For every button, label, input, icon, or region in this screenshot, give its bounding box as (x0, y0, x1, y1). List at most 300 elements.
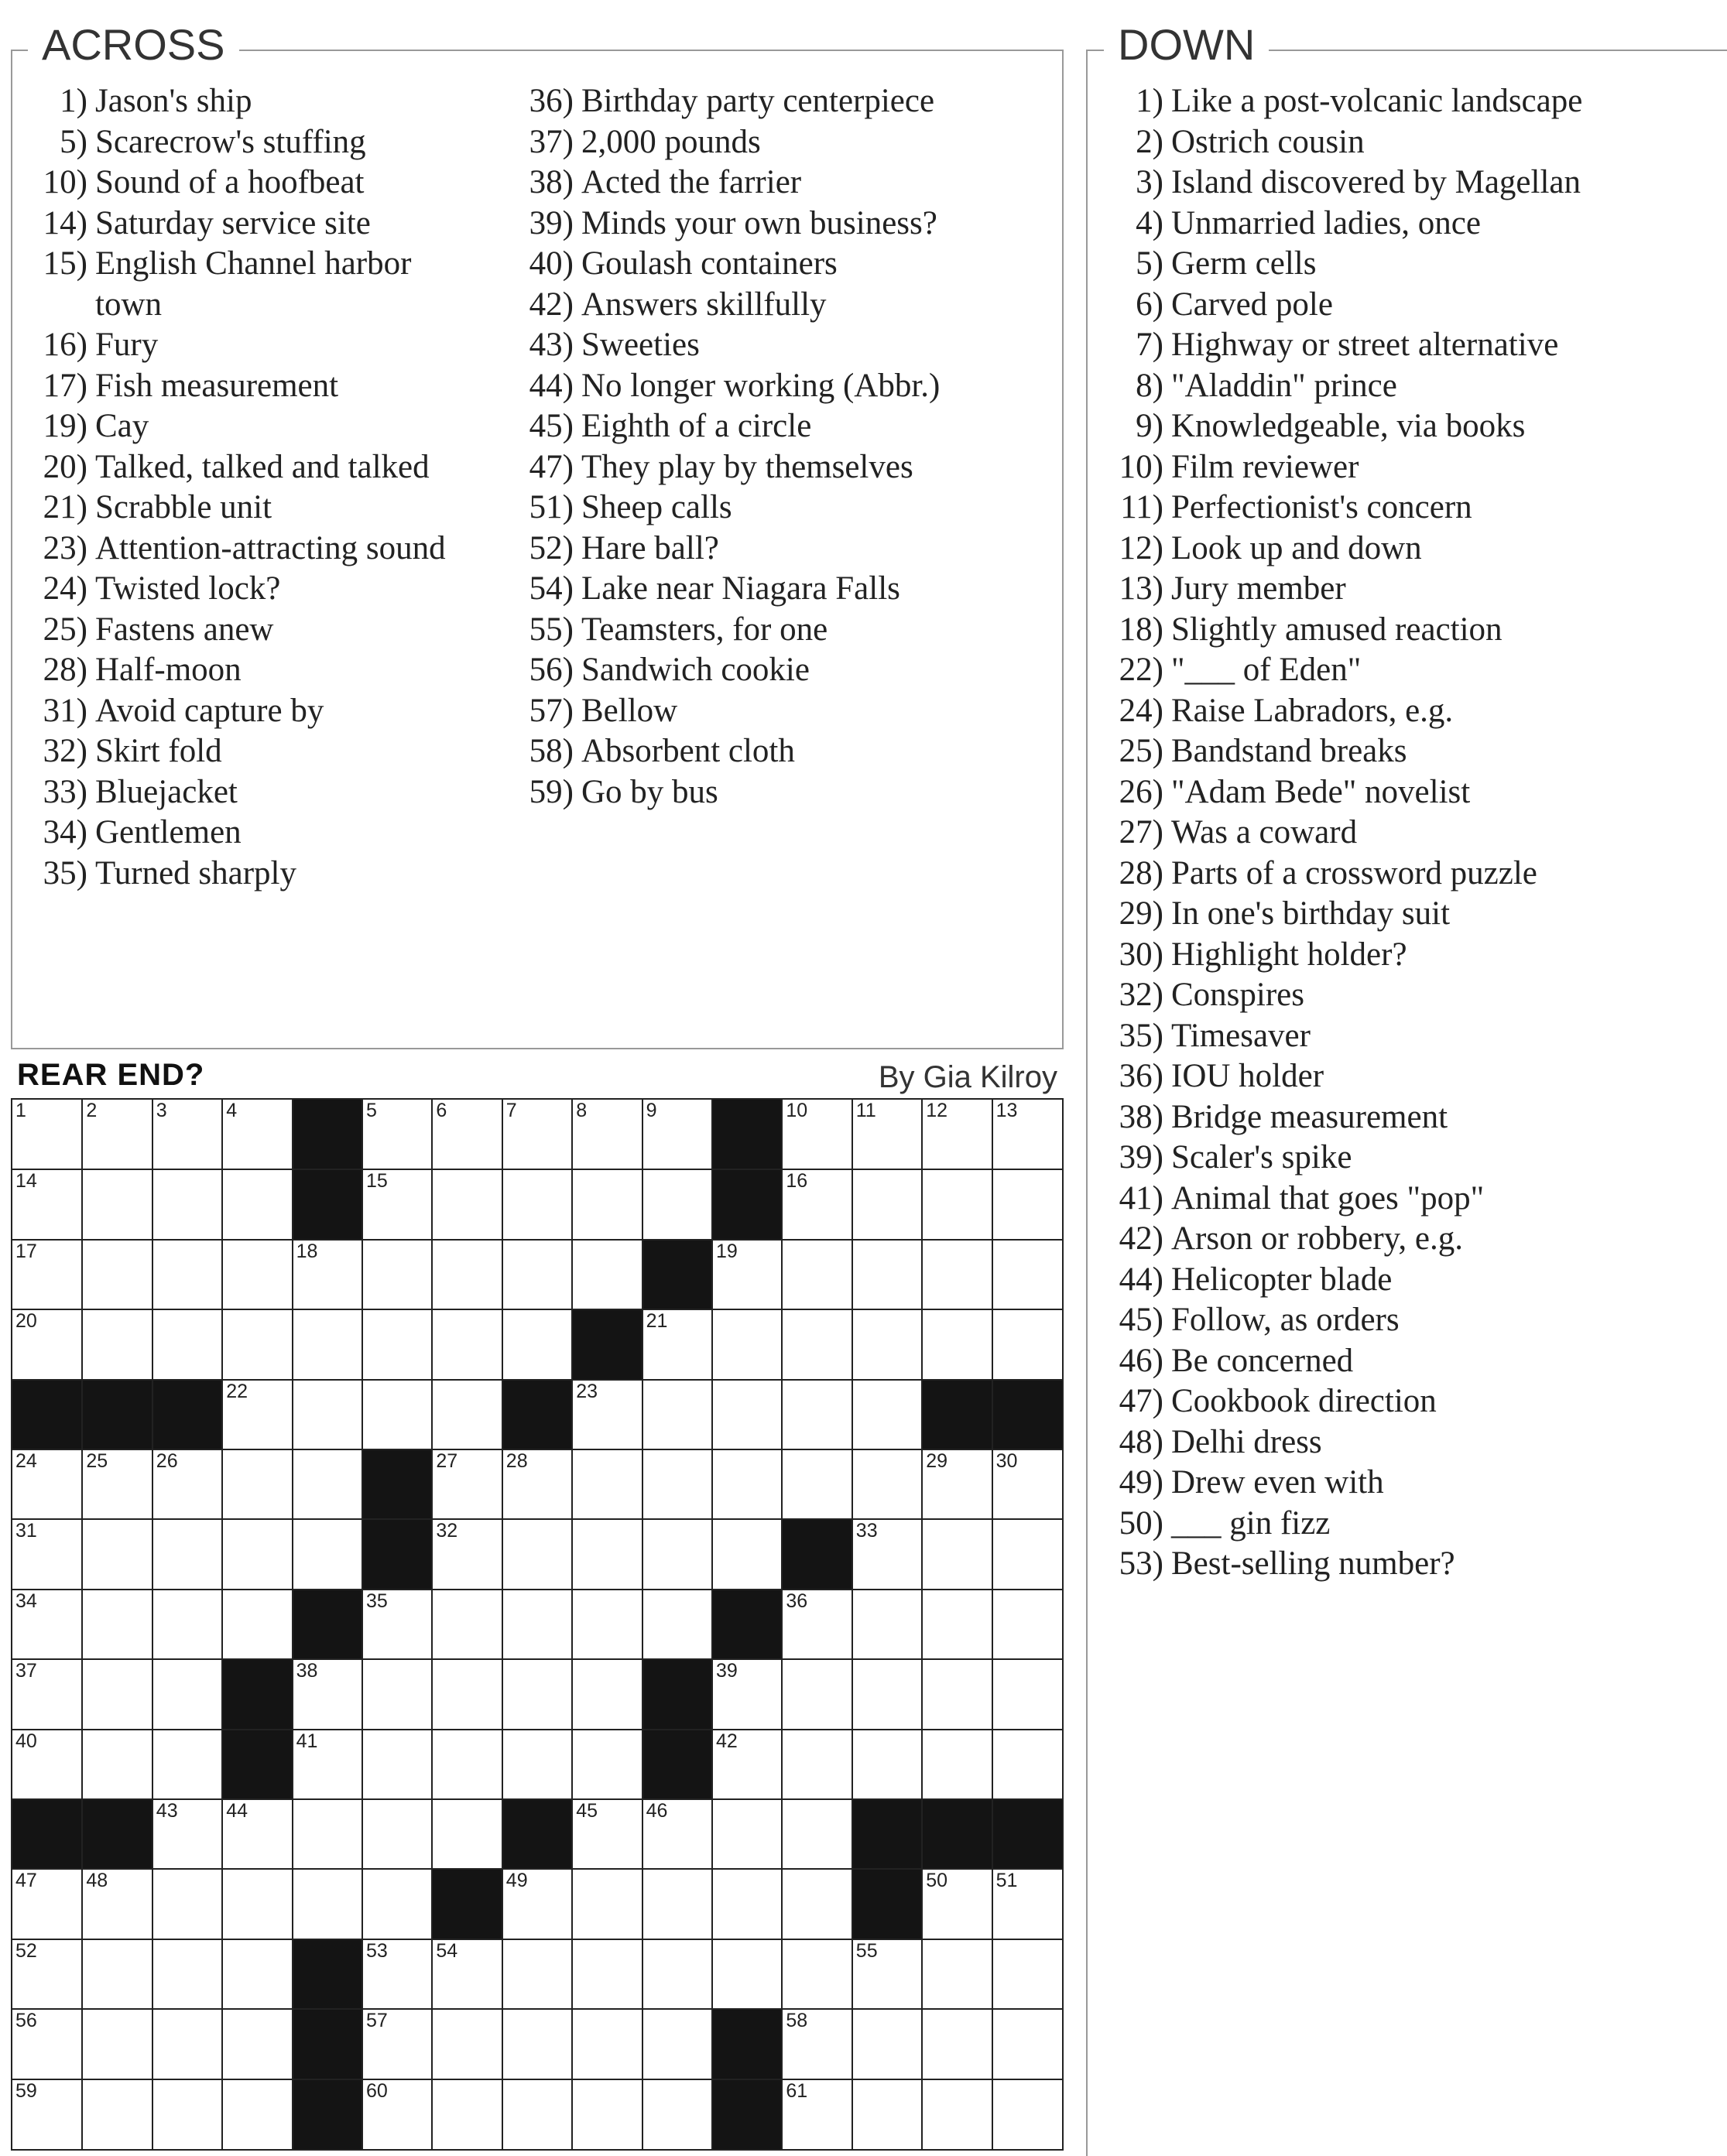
clue-number: 21) (43, 489, 87, 525)
grid-cell[interactable] (153, 1450, 221, 1518)
grid-cell[interactable] (853, 1660, 921, 1728)
grid-cell[interactable] (153, 1100, 221, 1169)
grid-cell[interactable] (643, 1520, 711, 1588)
clue-number: 3) (1136, 164, 1163, 200)
grid-cell[interactable] (573, 1520, 641, 1588)
grid-cell[interactable] (12, 1870, 81, 1938)
clue-number: 1) (1136, 83, 1163, 119)
grid-cell[interactable] (923, 1590, 991, 1658)
grid-cell[interactable] (503, 1450, 571, 1518)
grid-cell[interactable] (643, 1870, 711, 1938)
grid-cell[interactable] (83, 1940, 151, 2008)
clue-number: 51) (529, 489, 574, 525)
grid-cell[interactable] (853, 2080, 921, 2149)
grid-cell[interactable] (573, 1100, 641, 1169)
grid-cell[interactable] (923, 1870, 991, 1938)
grid-cell[interactable] (363, 1730, 431, 1798)
grid-cell[interactable] (433, 1100, 501, 1169)
grid-cell[interactable] (223, 1870, 291, 1938)
grid-cell[interactable] (12, 2010, 81, 2078)
grid-cell[interactable] (503, 1660, 571, 1728)
grid-cell[interactable] (83, 1870, 151, 1938)
grid-cell[interactable] (503, 1870, 571, 1938)
grid-cell[interactable] (293, 1870, 362, 1938)
clue-number: 42) (529, 286, 574, 323)
grid-cell[interactable] (713, 1241, 781, 1309)
grid-cell[interactable] (12, 1730, 81, 1798)
grid-cell[interactable] (223, 1590, 291, 1658)
clue-text: Half-moon (95, 652, 242, 688)
grid-cell[interactable] (923, 2080, 991, 2149)
grid-cell[interactable] (503, 2080, 571, 2149)
grid-cell[interactable] (923, 1730, 991, 1798)
grid-black-square (153, 1381, 221, 1449)
clue-item (517, 569, 940, 610)
grid-cell[interactable] (223, 1450, 291, 1518)
cell-number: 22 (226, 1380, 248, 1402)
grid-cell[interactable] (643, 1170, 711, 1238)
grid-cell[interactable] (293, 1381, 362, 1449)
grid-cell[interactable] (153, 1870, 221, 1938)
grid-cell[interactable] (12, 2080, 81, 2149)
cell-number: 37 (15, 1660, 37, 1682)
grid-cell[interactable] (12, 1100, 81, 1169)
grid-cell[interactable] (12, 1450, 81, 1518)
clue-item (31, 691, 446, 732)
cell-number: 5 (366, 1100, 377, 1121)
clue-number: 35) (43, 854, 87, 891)
grid-cell[interactable] (12, 1940, 81, 2008)
grid-cell[interactable] (783, 1241, 851, 1309)
grid-cell[interactable] (363, 1590, 431, 1658)
grid-cell[interactable] (153, 2080, 221, 2149)
grid-cell[interactable] (363, 2010, 431, 2078)
grid-cell[interactable] (433, 1520, 501, 1588)
grid-cell[interactable] (573, 1870, 641, 1938)
clue-number: 8) (1136, 367, 1163, 404)
clue-item (517, 650, 940, 691)
grid-cell[interactable] (363, 1170, 431, 1238)
clue-number: 52) (529, 529, 574, 566)
clue-text: English Channel harbor town (95, 245, 412, 323)
grid-black-square (223, 1730, 291, 1798)
grid-cell[interactable] (713, 1660, 781, 1728)
grid-cell[interactable] (293, 1310, 362, 1378)
grid-black-square (293, 2010, 362, 2078)
grid-black-square (713, 1590, 781, 1658)
grid-black-square (783, 1520, 851, 1588)
grid-cell[interactable] (503, 1100, 571, 1169)
grid-cell[interactable] (12, 1660, 81, 1728)
grid-cell[interactable] (153, 1170, 221, 1238)
clue-number: 49) (1119, 1464, 1163, 1501)
clue-text: Conspires (1171, 977, 1304, 1013)
clue-number: 9) (1136, 408, 1163, 444)
grid-cell[interactable] (573, 1170, 641, 1238)
clue-item (517, 366, 940, 407)
grid-cell[interactable] (83, 1590, 151, 1658)
grid-cell[interactable] (223, 1100, 291, 1169)
clue-number: 23) (43, 529, 87, 566)
grid-cell[interactable] (993, 1100, 1062, 1169)
clue-number: 28) (1119, 854, 1163, 891)
grid-cell[interactable] (223, 1800, 291, 1868)
grid-cell[interactable] (783, 1660, 851, 1728)
grid-cell[interactable] (293, 1450, 362, 1518)
grid-cell[interactable] (993, 1730, 1062, 1798)
grid-cell[interactable] (433, 1940, 501, 2008)
cell-number: 4 (226, 1100, 238, 1121)
grid-cell[interactable] (923, 1660, 991, 1728)
grid-cell[interactable] (783, 1100, 851, 1169)
grid-cell[interactable] (993, 1170, 1062, 1238)
grid-cell[interactable] (783, 1450, 851, 1518)
grid-cell[interactable] (573, 2010, 641, 2078)
grid-cell[interactable] (993, 1310, 1062, 1378)
cell-number: 16 (786, 1170, 808, 1193)
grid-cell[interactable] (923, 1170, 991, 1238)
grid-cell[interactable] (853, 1590, 921, 1658)
grid-cell[interactable] (783, 1870, 851, 1938)
grid-cell[interactable] (293, 1241, 362, 1309)
grid-cell[interactable] (223, 2010, 291, 2078)
clue-text: Perfectionist's concern (1171, 489, 1472, 525)
clue-number: 36) (529, 83, 574, 119)
grid-cell[interactable] (83, 1730, 151, 1798)
grid-cell[interactable] (923, 2010, 991, 2078)
grid-cell[interactable] (433, 1170, 501, 1238)
grid-cell[interactable] (643, 1450, 711, 1518)
cell-number: 59 (15, 2079, 37, 2102)
grid-cell[interactable] (783, 2080, 851, 2149)
grid-cell[interactable] (503, 1730, 571, 1798)
clue-number: 4) (1136, 204, 1163, 241)
grid-cell[interactable] (363, 1940, 431, 2008)
clue-text: Film reviewer (1171, 448, 1359, 485)
clue-number: 58) (529, 733, 574, 769)
grid-cell[interactable] (363, 1870, 431, 1938)
grid-cell[interactable] (433, 2080, 501, 2149)
cell-number: 43 (156, 1800, 178, 1822)
grid-cell[interactable] (153, 1800, 221, 1868)
grid-cell[interactable] (363, 1241, 431, 1309)
grid-cell[interactable] (993, 1590, 1062, 1658)
grid-cell[interactable] (713, 1800, 781, 1868)
clue-item (1107, 1422, 1582, 1463)
grid-cell[interactable] (713, 1450, 781, 1518)
across-heading: ACROSS (28, 23, 239, 67)
grid-cell[interactable] (713, 1730, 781, 1798)
clue-number: 30) (1119, 936, 1163, 973)
grid-cell[interactable] (853, 2010, 921, 2078)
clue-text: In one's birthday suit (1171, 895, 1451, 932)
clue-item (31, 650, 446, 691)
grid-cell[interactable] (573, 2080, 641, 2149)
grid-cell[interactable] (853, 1100, 921, 1169)
grid-cell[interactable] (783, 1381, 851, 1449)
grid-cell[interactable] (503, 1241, 571, 1309)
clue-item (1107, 163, 1582, 204)
grid-cell[interactable] (153, 1590, 221, 1658)
clue-number: 55) (529, 611, 574, 648)
grid-cell[interactable] (12, 1590, 81, 1658)
grid-black-square (12, 1800, 81, 1868)
clue-item (31, 163, 446, 204)
grid-cell[interactable] (573, 1450, 641, 1518)
grid-cell[interactable] (153, 1730, 221, 1798)
grid-cell[interactable] (853, 1310, 921, 1378)
cell-number: 31 (15, 1520, 37, 1542)
clue-text: Bridge measurement (1171, 1098, 1448, 1135)
grid-cell[interactable] (993, 1520, 1062, 1588)
cell-number: 13 (995, 1100, 1018, 1121)
grid-cell[interactable] (853, 1940, 921, 2008)
grid-cell[interactable] (433, 1310, 501, 1378)
clue-item (31, 81, 446, 122)
clue-item (1107, 1381, 1582, 1422)
grid-black-square (643, 1660, 711, 1728)
clue-item (31, 488, 446, 529)
grid-cell[interactable] (433, 1730, 501, 1798)
grid-cell[interactable] (223, 1940, 291, 2008)
grid-cell[interactable] (923, 1520, 991, 1588)
grid-cell[interactable] (783, 1730, 851, 1798)
grid-cell[interactable] (83, 1450, 151, 1518)
grid-cell[interactable] (223, 1170, 291, 1238)
grid-cell[interactable] (223, 1381, 291, 1449)
grid-cell[interactable] (643, 1310, 711, 1378)
grid-cell[interactable] (573, 1730, 641, 1798)
grid-cell[interactable] (83, 1241, 151, 1309)
grid-cell[interactable] (713, 1520, 781, 1588)
grid-cell[interactable] (363, 1310, 431, 1378)
grid-cell[interactable] (713, 1310, 781, 1378)
clue-item (517, 529, 940, 570)
grid-cell[interactable] (363, 1100, 431, 1169)
clue-item (517, 163, 940, 204)
grid-cell[interactable] (433, 1800, 501, 1868)
cell-number: 6 (436, 1100, 447, 1121)
grid-cell[interactable] (83, 1100, 151, 1169)
grid-cell[interactable] (223, 1310, 291, 1378)
grid-cell[interactable] (12, 1170, 81, 1238)
grid-cell[interactable] (503, 1310, 571, 1378)
grid-cell[interactable] (363, 1800, 431, 1868)
clue-number: 25) (1119, 733, 1163, 769)
clue-number: 10) (43, 164, 87, 200)
grid-black-square (643, 1730, 711, 1798)
grid-cell[interactable] (433, 1590, 501, 1658)
grid-cell[interactable] (643, 2010, 711, 2078)
grid-cell[interactable] (573, 1241, 641, 1309)
grid-cell[interactable] (643, 1100, 711, 1169)
clue-text: "Aladdin" prince (1171, 367, 1397, 404)
clue-number: 5) (1136, 245, 1163, 282)
cell-number: 32 (436, 1520, 458, 1542)
grid-cell[interactable] (853, 1450, 921, 1518)
grid-cell[interactable] (993, 1660, 1062, 1728)
grid-cell[interactable] (923, 1450, 991, 1518)
clue-text: Animal that goes "pop" (1171, 1179, 1485, 1217)
grid-cell[interactable] (573, 1940, 641, 2008)
grid-cell[interactable] (12, 1520, 81, 1588)
grid-cell[interactable] (153, 1940, 221, 2008)
grid-cell[interactable] (293, 1800, 362, 1868)
grid-cell[interactable] (783, 2010, 851, 2078)
grid-cell[interactable] (783, 1590, 851, 1658)
grid-cell[interactable] (153, 1660, 221, 1728)
grid-cell[interactable] (223, 2080, 291, 2149)
across-clues-column-2 (517, 81, 940, 813)
grid-cell[interactable] (783, 1310, 851, 1378)
cell-number: 17 (15, 1240, 37, 1262)
clue-item (1107, 1300, 1582, 1341)
grid-cell[interactable] (713, 1870, 781, 1938)
clue-text: Helicopter blade (1171, 1261, 1393, 1298)
clue-text: Carved pole (1171, 286, 1333, 323)
cell-number: 51 (995, 1870, 1018, 1892)
cell-number: 36 (786, 1590, 808, 1612)
clue-item (1107, 204, 1582, 245)
clue-item (1107, 691, 1582, 732)
grid-cell[interactable] (713, 1381, 781, 1449)
clue-text: "Adam Bede" novelist (1171, 773, 1471, 810)
grid-cell[interactable] (993, 1241, 1062, 1309)
grid-cell[interactable] (363, 2080, 431, 2149)
grid-cell[interactable] (573, 1660, 641, 1728)
clue-item (517, 81, 940, 122)
grid-cell[interactable] (853, 1730, 921, 1798)
grid-cell[interactable] (503, 1520, 571, 1588)
grid-cell[interactable] (713, 1940, 781, 2008)
grid-cell[interactable] (993, 1450, 1062, 1518)
grid-cell[interactable] (83, 1310, 151, 1378)
clue-number: 17) (43, 367, 87, 404)
grid-cell[interactable] (503, 2010, 571, 2078)
grid-cell[interactable] (573, 1590, 641, 1658)
grid-cell[interactable] (643, 1590, 711, 1658)
clue-item (31, 610, 446, 651)
grid-cell[interactable] (293, 1730, 362, 1798)
grid-black-square (573, 1310, 641, 1378)
clue-text: Scaler's spike (1171, 1139, 1352, 1176)
cell-number: 18 (296, 1240, 318, 1262)
grid-black-square (83, 1800, 151, 1868)
clue-text: Island discovered by Magellan (1171, 164, 1581, 200)
cell-number: 25 (86, 1450, 108, 1472)
grid-cell[interactable] (433, 1450, 501, 1518)
grid-cell[interactable] (363, 1381, 431, 1449)
grid-cell[interactable] (643, 1940, 711, 2008)
down-heading: DOWN (1104, 23, 1269, 67)
clue-item (1107, 1341, 1582, 1382)
grid-cell[interactable] (503, 1940, 571, 2008)
grid-cell[interactable] (153, 2010, 221, 2078)
grid-cell[interactable] (433, 1660, 501, 1728)
grid-cell[interactable] (923, 1940, 991, 2008)
grid-cell[interactable] (643, 1381, 711, 1449)
grid-cell[interactable] (12, 1241, 81, 1309)
grid-cell[interactable] (153, 1310, 221, 1378)
clue-text: Fury (95, 327, 159, 363)
clue-text: Follow, as orders (1171, 1302, 1400, 1338)
grid-cell[interactable] (783, 1170, 851, 1238)
grid-cell[interactable] (293, 1520, 362, 1588)
clue-number: 7) (1136, 327, 1163, 363)
grid-cell[interactable] (643, 2080, 711, 2149)
cell-number: 23 (576, 1380, 598, 1402)
grid-cell[interactable] (83, 1660, 151, 1728)
grid-cell[interactable] (363, 1660, 431, 1728)
grid-cell[interactable] (573, 1381, 641, 1449)
grid-cell[interactable] (83, 1170, 151, 1238)
grid-cell[interactable] (853, 1170, 921, 1238)
grid-cell[interactable] (993, 2080, 1062, 2149)
grid-cell[interactable] (433, 2010, 501, 2078)
grid-cell[interactable] (783, 1940, 851, 2008)
grid-cell[interactable] (433, 1241, 501, 1309)
grid-cell[interactable] (83, 2080, 151, 2149)
clue-text: Gentlemen (95, 814, 242, 850)
clue-number: 29) (1119, 895, 1163, 932)
grid-cell[interactable] (83, 1520, 151, 1588)
grid-cell[interactable] (503, 1590, 571, 1658)
grid-cell[interactable] (293, 1660, 362, 1728)
grid-cell[interactable] (923, 1100, 991, 1169)
grid-cell[interactable] (993, 1940, 1062, 2008)
clue-text: Unmarried ladies, once (1171, 204, 1481, 241)
cell-number: 15 (366, 1170, 388, 1193)
grid-cell[interactable] (433, 1381, 501, 1449)
grid-cell[interactable] (783, 1800, 851, 1868)
grid-cell[interactable] (83, 2010, 151, 2078)
grid-cell[interactable] (223, 1241, 291, 1309)
clue-item (1107, 1504, 1582, 1545)
clue-item (1107, 975, 1582, 1016)
grid-black-square (293, 1940, 362, 2008)
grid-cell[interactable] (993, 1870, 1062, 1938)
cell-number: 2 (86, 1100, 98, 1121)
grid-cell[interactable] (853, 1381, 921, 1449)
grid-cell[interactable] (223, 1520, 291, 1588)
clue-text: Look up and down (1171, 529, 1422, 566)
grid-cell[interactable] (993, 2010, 1062, 2078)
grid-cell[interactable] (853, 1520, 921, 1588)
grid-cell[interactable] (923, 1310, 991, 1378)
clue-number: 22) (1119, 652, 1163, 688)
grid-cell[interactable] (853, 1241, 921, 1309)
grid-black-square (643, 1241, 711, 1309)
clue-item (31, 406, 446, 447)
grid-cell[interactable] (153, 1520, 221, 1588)
grid-cell[interactable] (643, 1800, 711, 1868)
clue-text: Fish measurement (95, 367, 339, 404)
grid-cell[interactable] (573, 1800, 641, 1868)
grid-cell[interactable] (12, 1310, 81, 1378)
grid-black-square (713, 2010, 781, 2078)
clue-number: 6) (1136, 286, 1163, 323)
grid-cell[interactable] (153, 1241, 221, 1309)
grid-black-square (923, 1800, 991, 1868)
clue-text: Sound of a hoofbeat (95, 164, 365, 200)
clue-text: Was a coward (1171, 814, 1358, 850)
grid-black-square (433, 1870, 501, 1938)
clue-number: 12) (1119, 529, 1163, 566)
clue-text: Sweeties (581, 327, 700, 363)
grid-cell[interactable] (923, 1241, 991, 1309)
grid-cell[interactable] (503, 1170, 571, 1238)
clue-number: 53) (1119, 1545, 1163, 1582)
